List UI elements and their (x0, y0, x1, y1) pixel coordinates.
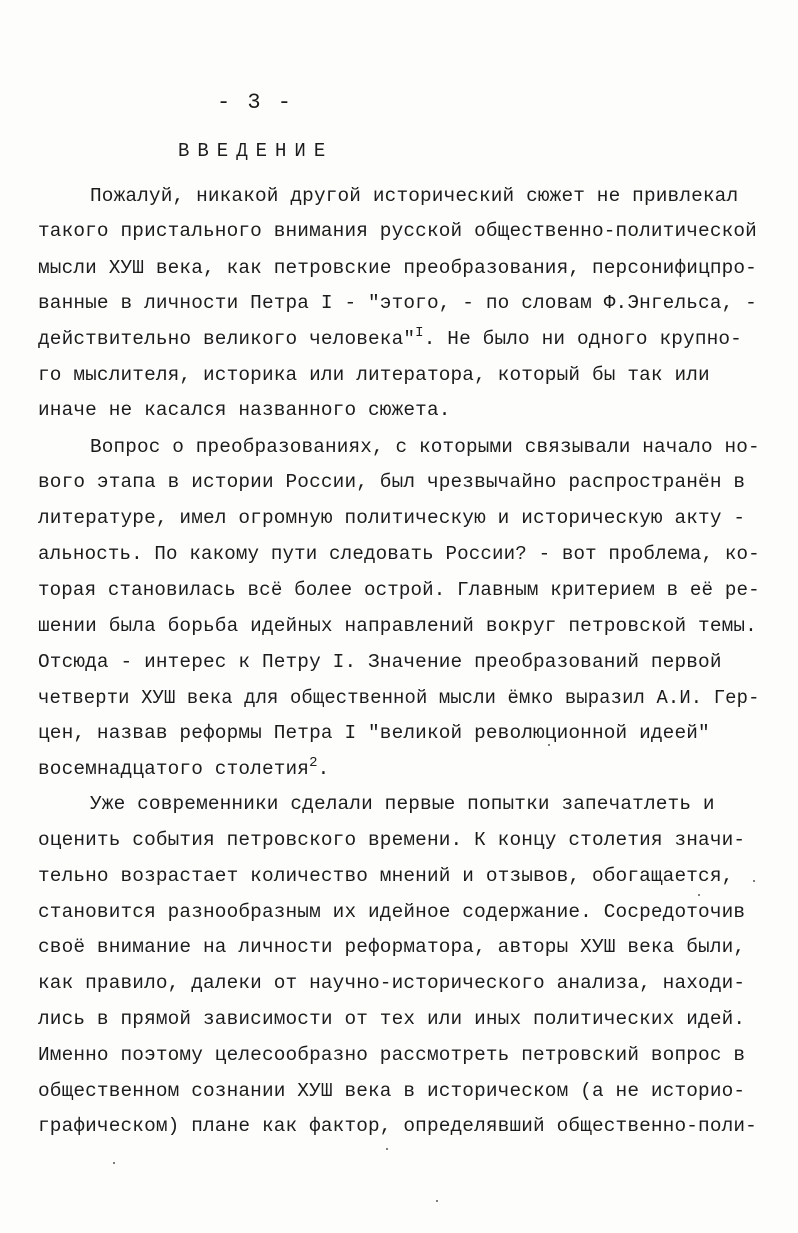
text-line: мысли ХУШ века, как петровские преобразования, персонифицпро- (38, 257, 757, 279)
text-line: восемнадцатого столетия$^2$. (38, 755, 330, 780)
scan-speck (386, 1148, 388, 1150)
text-line: четверти ХУШ века для общественной мысли ёмко выразил А.И. Гер- (38, 687, 760, 709)
text-line: ванные в личности Петра I - "этого, - по словам Ф.Энгельса, - (38, 292, 757, 314)
scan-speck (548, 744, 550, 746)
text-line: альность. По какому пути следовать России? - вот проблема, ко- (38, 543, 760, 565)
text-line: оценить события петровского времени. К концу столетия значи- (38, 829, 746, 851)
text-line: Именно поэтому целесообразно рассмотреть петровский вопрос в (38, 1044, 746, 1066)
footnote-marker: I (415, 325, 424, 341)
text-line: становится разнообразным их идейное содержание. Сосредоточив (38, 901, 746, 923)
text-line: Уже современники сделали первые попытки запечатлеть и (90, 793, 715, 815)
text-line: шении была борьба идейных направлений вокруг петровской темы. (38, 615, 757, 637)
text-line: тельно возрастает количество мнений и отзывов, обогащается, (38, 865, 734, 887)
scan-speck (698, 894, 700, 896)
text-line: графическом) плане как фактор, определявший общественно-поли- (38, 1115, 757, 1137)
text-line: Пожалуй, никакой другой исторический сюжет не привлекал (90, 185, 739, 207)
section-heading: ВВЕДЕНИЕ (178, 140, 334, 162)
text-line: торая становилась всё более острой. Главным критерием в её ре- (38, 579, 760, 601)
scan-speck (113, 1162, 115, 1164)
footnote-marker: 2 (309, 755, 318, 771)
text-line: как правило, далеки от научно-исторического анализа, находи- (38, 972, 746, 994)
text-line: такого пристального внимания русской общественно-политической (38, 220, 757, 242)
text-line: вого этапа в истории России, был чрезвычайно распространён в (38, 471, 746, 493)
scan-speck (753, 880, 755, 882)
text-line: Вопрос о преобразованиях, с которыми связывали начало но- (90, 436, 760, 458)
text-line: своё внимание на личности реформатора, авторы ХУШ века были, (38, 936, 746, 958)
text-line: литературе, имел огромную политическую и историческую акту - (38, 507, 746, 529)
text-line: го мыслителя, историка или литератора, который бы так или (38, 364, 710, 386)
scan-speck (436, 1200, 438, 1202)
text-line: общественном сознании ХУШ века в историческом (а не историо- (38, 1080, 746, 1102)
text-line: действительно великого человека"$^I$. Не было ни одного крупно- (38, 325, 742, 350)
text-line: Отсюда - интерес к Петру I. Значение преобразований первой (38, 651, 722, 673)
page-number: - 3 - (216, 90, 293, 115)
text-line: лись в прямой зависимости от тех или иных политических идей. (38, 1008, 746, 1030)
text-line: иначе не касался названного сюжета. (38, 399, 451, 421)
text-line: цен, назвав реформы Петра I "великой революционной идеей" (38, 722, 710, 744)
